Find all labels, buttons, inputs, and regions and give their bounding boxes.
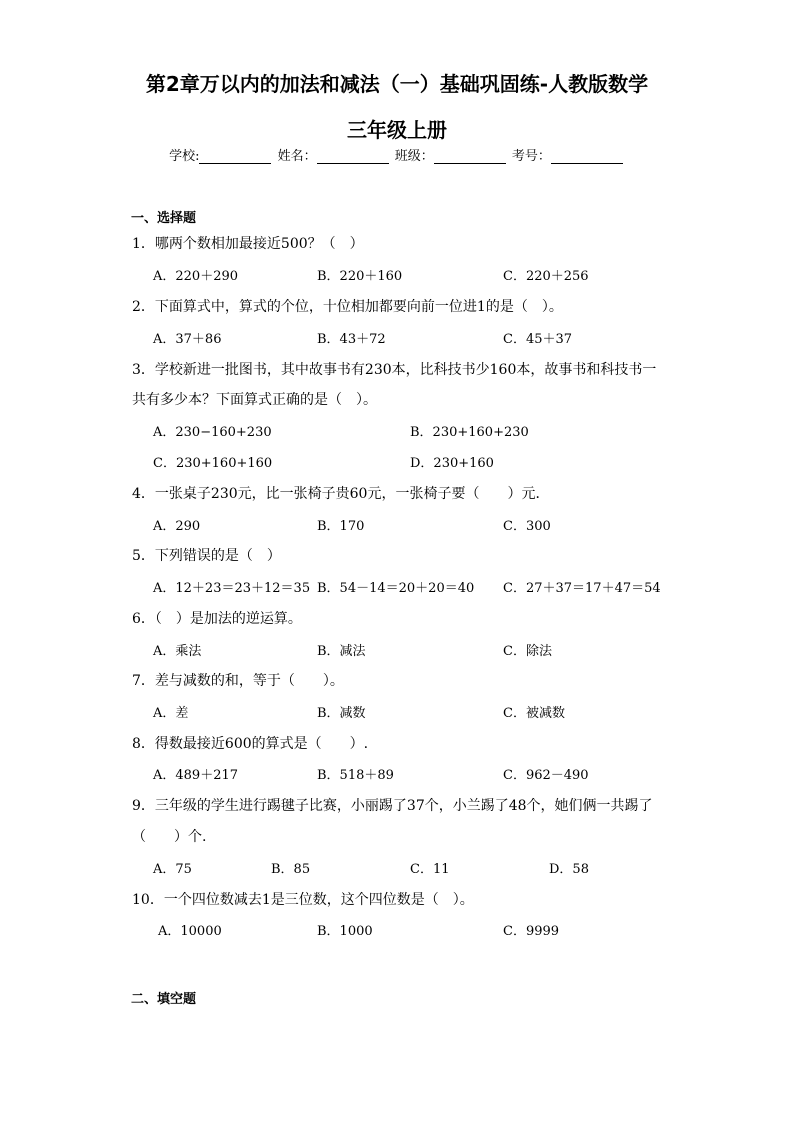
- question-2-option-c: C．45＋37: [503, 332, 573, 347]
- question-7-option-a: A．差: [153, 706, 189, 721]
- question-10: 10．一个四位数减去1是三位数，这个四位数是（ ）。: [132, 892, 474, 908]
- class-blank: [434, 149, 506, 164]
- question-10-option-c: C．9999: [503, 924, 560, 939]
- name-blank: [317, 149, 389, 164]
- question-7-option-b: B．减数: [317, 706, 366, 721]
- question-5-option-a: A．12＋23＝23＋12＝35: [153, 581, 311, 596]
- question-4: 4．一张桌子230元，比一张椅子贵60元，一张椅子要（ ）元．: [132, 486, 550, 502]
- question-4-option-a: A．290: [153, 519, 201, 534]
- class-label: 班级：: [394, 149, 434, 164]
- section-heading-fill-blank: 二、填空题: [131, 992, 197, 1007]
- question-2-option-b: B．43＋72: [317, 332, 386, 347]
- question-1: 1．哪两个数相加最接近500？（ ）: [132, 236, 364, 252]
- question-4-option-b: B．170: [317, 519, 365, 534]
- question-5-option-b: B．54－14＝20＋20＝40: [317, 581, 475, 596]
- question-6-option-b: B．减法: [317, 644, 366, 659]
- title-line-2: 三年级上册: [347, 118, 447, 142]
- section-heading-choice: 一、选择题: [131, 211, 197, 226]
- question-3-option-d: D．230+160: [410, 456, 494, 471]
- question-2-option-a: A．37＋86: [153, 332, 222, 347]
- question-1-option-b: B．220＋160: [317, 269, 403, 284]
- question-8: 8．得数最接近600的算式是（ ）.: [132, 736, 369, 752]
- question-6-option-c: C．除法: [503, 644, 552, 659]
- question-8-option-c: C．962－490: [503, 768, 589, 783]
- question-3: 3．学校新进一批图书，其中故事书有230本，比科技书少160本，故事书和科技书一: [132, 362, 657, 378]
- question-9-option-b: B．85: [271, 862, 311, 877]
- question-9-option-c: C．11: [410, 862, 450, 877]
- question-10-option-b: B．1000: [317, 924, 373, 939]
- question-8-option-b: B．518＋89: [317, 768, 394, 783]
- question-6: 6．（ ）是加法的逆运算。: [132, 611, 302, 627]
- question-3-option-c: C．230+160+160: [153, 456, 273, 471]
- question-9: 9．三年级的学生进行踢毽子比赛，小丽踢了37个，小兰踢了48个，她们俩一共踢了: [132, 798, 653, 814]
- question-8-option-a: A．489＋217: [153, 768, 239, 783]
- student-info-row: [0, 145, 794, 164]
- question-6-option-a: A．乘法: [153, 644, 202, 659]
- question-3-option-b: B．230+160+230: [410, 425, 529, 440]
- question-10-option-a: A．10000: [158, 924, 222, 939]
- question-5-option-c: C．27＋37＝17＋47＝54: [503, 581, 661, 596]
- question-9-option-d: D．58: [549, 862, 589, 877]
- question-4-option-c: C．300: [503, 519, 551, 534]
- question-1-option-a: A．220＋290: [153, 269, 239, 284]
- question-1-option-c: C．220＋256: [503, 269, 589, 284]
- school-label: 学校:: [169, 149, 200, 164]
- question-5: 5．下列错误的是（ ）: [132, 548, 281, 564]
- exam-number-blank: [551, 149, 623, 164]
- title-line-1: 第2章万以内的加法和减法（一）基础巩固练-人教版数学: [145, 72, 649, 96]
- question-7-option-c: C．被减数: [503, 706, 565, 721]
- question-3-continued: 共有多少本？下面算式正确的是（ ）。: [132, 392, 377, 408]
- question-7: 7．差与减数的和，等于（ ）。: [132, 673, 344, 689]
- question-9-option-a: A．75: [153, 862, 192, 877]
- exam-number-label: 考号：: [511, 149, 551, 164]
- question-9-continued: （ ）个.: [132, 829, 207, 845]
- question-3-option-a: A．230−160+230: [153, 425, 272, 440]
- question-2: 2．下面算式中，算式的个位，十位相加都要向前一位进1的是（ ）。: [132, 299, 563, 315]
- school-blank: [199, 149, 271, 164]
- name-label: 姓名：: [277, 149, 317, 164]
